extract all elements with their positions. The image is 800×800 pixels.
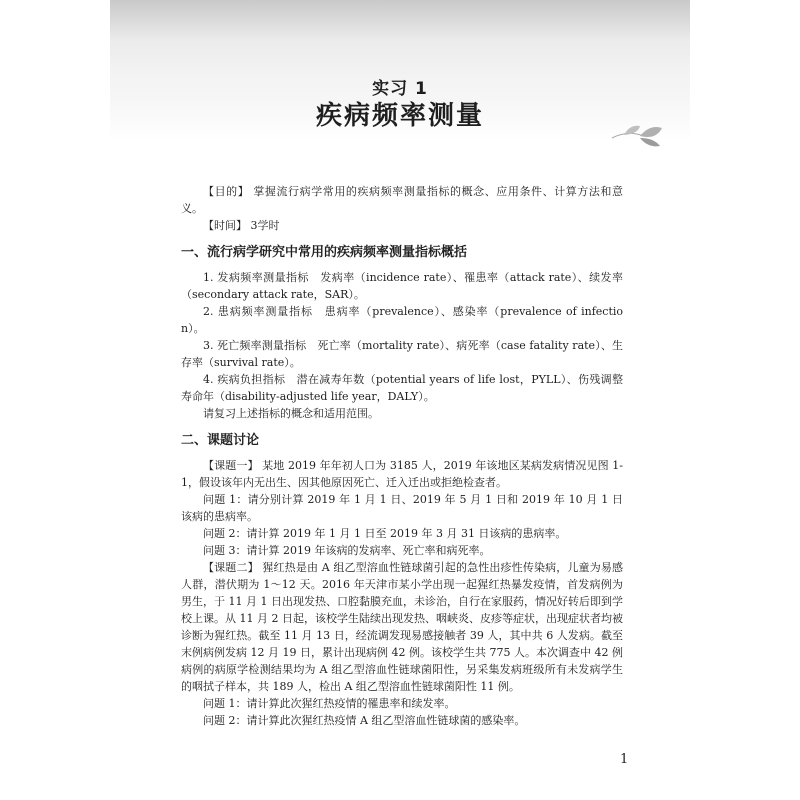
topic-1-question-3: 问题 3：请计算 2019 年该病的发病率、死亡率和病死率。 bbox=[203, 544, 491, 557]
section-1-note: 请复习上述指标的概念和适用范围。 bbox=[203, 407, 379, 420]
topic-2-question-1: 问题 1：请计算此次猩红热疫情的罹患率和续发率。 bbox=[203, 697, 456, 710]
section-1-heading: 一、流行病学研究中常用的疾病频率测量指标概括 bbox=[181, 245, 468, 260]
time-label: 【时间】 bbox=[203, 219, 247, 232]
time-line bbox=[181, 217, 623, 234]
purpose-label: 【目的】 bbox=[203, 185, 250, 198]
page-number: 1 bbox=[620, 752, 629, 767]
section-1-item-3: 3. 死亡频率测量指标 死亡率（mortality rate）、病死率（case fatality rate）、生存率（survival rate）。 bbox=[181, 339, 623, 369]
section-1-item-2: 2. 患病频率测量指标 患病率（prevalence）、感染率（prevalence of infection）。 bbox=[181, 305, 623, 335]
topic-1-question-1: 问题 1：请分别计算 2019 年 1 月 1 日、2019 年 5 月 1 日和 2019 年 10 月 1 日该病的患病率。 bbox=[181, 493, 623, 523]
chapter-number: 实习 1 bbox=[372, 79, 428, 99]
topic-2-text: 【课题二】 猩红热是由 A 组乙型溶血性链球菌引起的急性出疹性传染病，儿童为易感人群，潜伏期为 1～12 天。2016 年天津市某小学出现一起猩红热暴发疫情，首发病例为男生，于 11 月 1 日出现发热、口腔黏膜充血，未诊治，自行在家服药，情况好转后即到学校上课。从 11 月 2 日起，该校学生陆续出现发热、咽峡炎、皮疹等症状，出现症状者均被诊断为猩红热。截至 11 月 13 日，经流调发现易感接触者 39 人，其中共 6 人发病。截至末例病例发病 12 月 19 日，累计出现病例 42 例。该校学生共 775 人。本次调查中 42 例病例的病原学检测结果均为 A 组乙型溶血性链球菌阳性，另采集发病班级所有未发病学生的咽拭子样本，共 189 人，检出 A 组乙型溶血性链球菌阳性 11 例。 bbox=[181, 561, 623, 693]
time-text: 3学时 bbox=[247, 219, 280, 232]
page-body bbox=[181, 183, 623, 729]
section-1-item-4: 4. 疾病负担指标 潜在减寿年数（potential years of life lost，PYLL）、伤残调整寿命年（disability-adjusted life year，DALY）。 bbox=[181, 373, 623, 403]
section-2-heading: 二、课题讨论 bbox=[181, 433, 260, 448]
topic-2-question-2: 问题 2：请计算此次猩红热疫情 A 组乙型溶血性链球菌的感染率。 bbox=[203, 714, 526, 727]
purpose-line bbox=[181, 183, 623, 217]
topic-1-text: 【课题一】 某地 2019 年年初人口为 3185 人，2019 年该地区某病发病情况见图 1-1，假设该年内无出生、因其他原因死亡、迁入迁出或拒绝检查者。 bbox=[181, 459, 623, 489]
section-1-item-1: 1. 发病频率测量指标 发病率（incidence rate）、罹患率（attack rate）、续发率（secondary attack rate，SAR）。 bbox=[181, 271, 623, 301]
purpose-text: 掌握流行病学常用的疾病频率测量指标的概念、应用条件、计算方法和意义。 bbox=[181, 185, 623, 215]
topic-1-question-2: 问题 2：请计算 2019 年 1 月 1 日至 2019 年 3 月 31 日该病的患病率。 bbox=[203, 527, 567, 540]
chapter-title: 疾病频率测量 bbox=[315, 101, 484, 131]
